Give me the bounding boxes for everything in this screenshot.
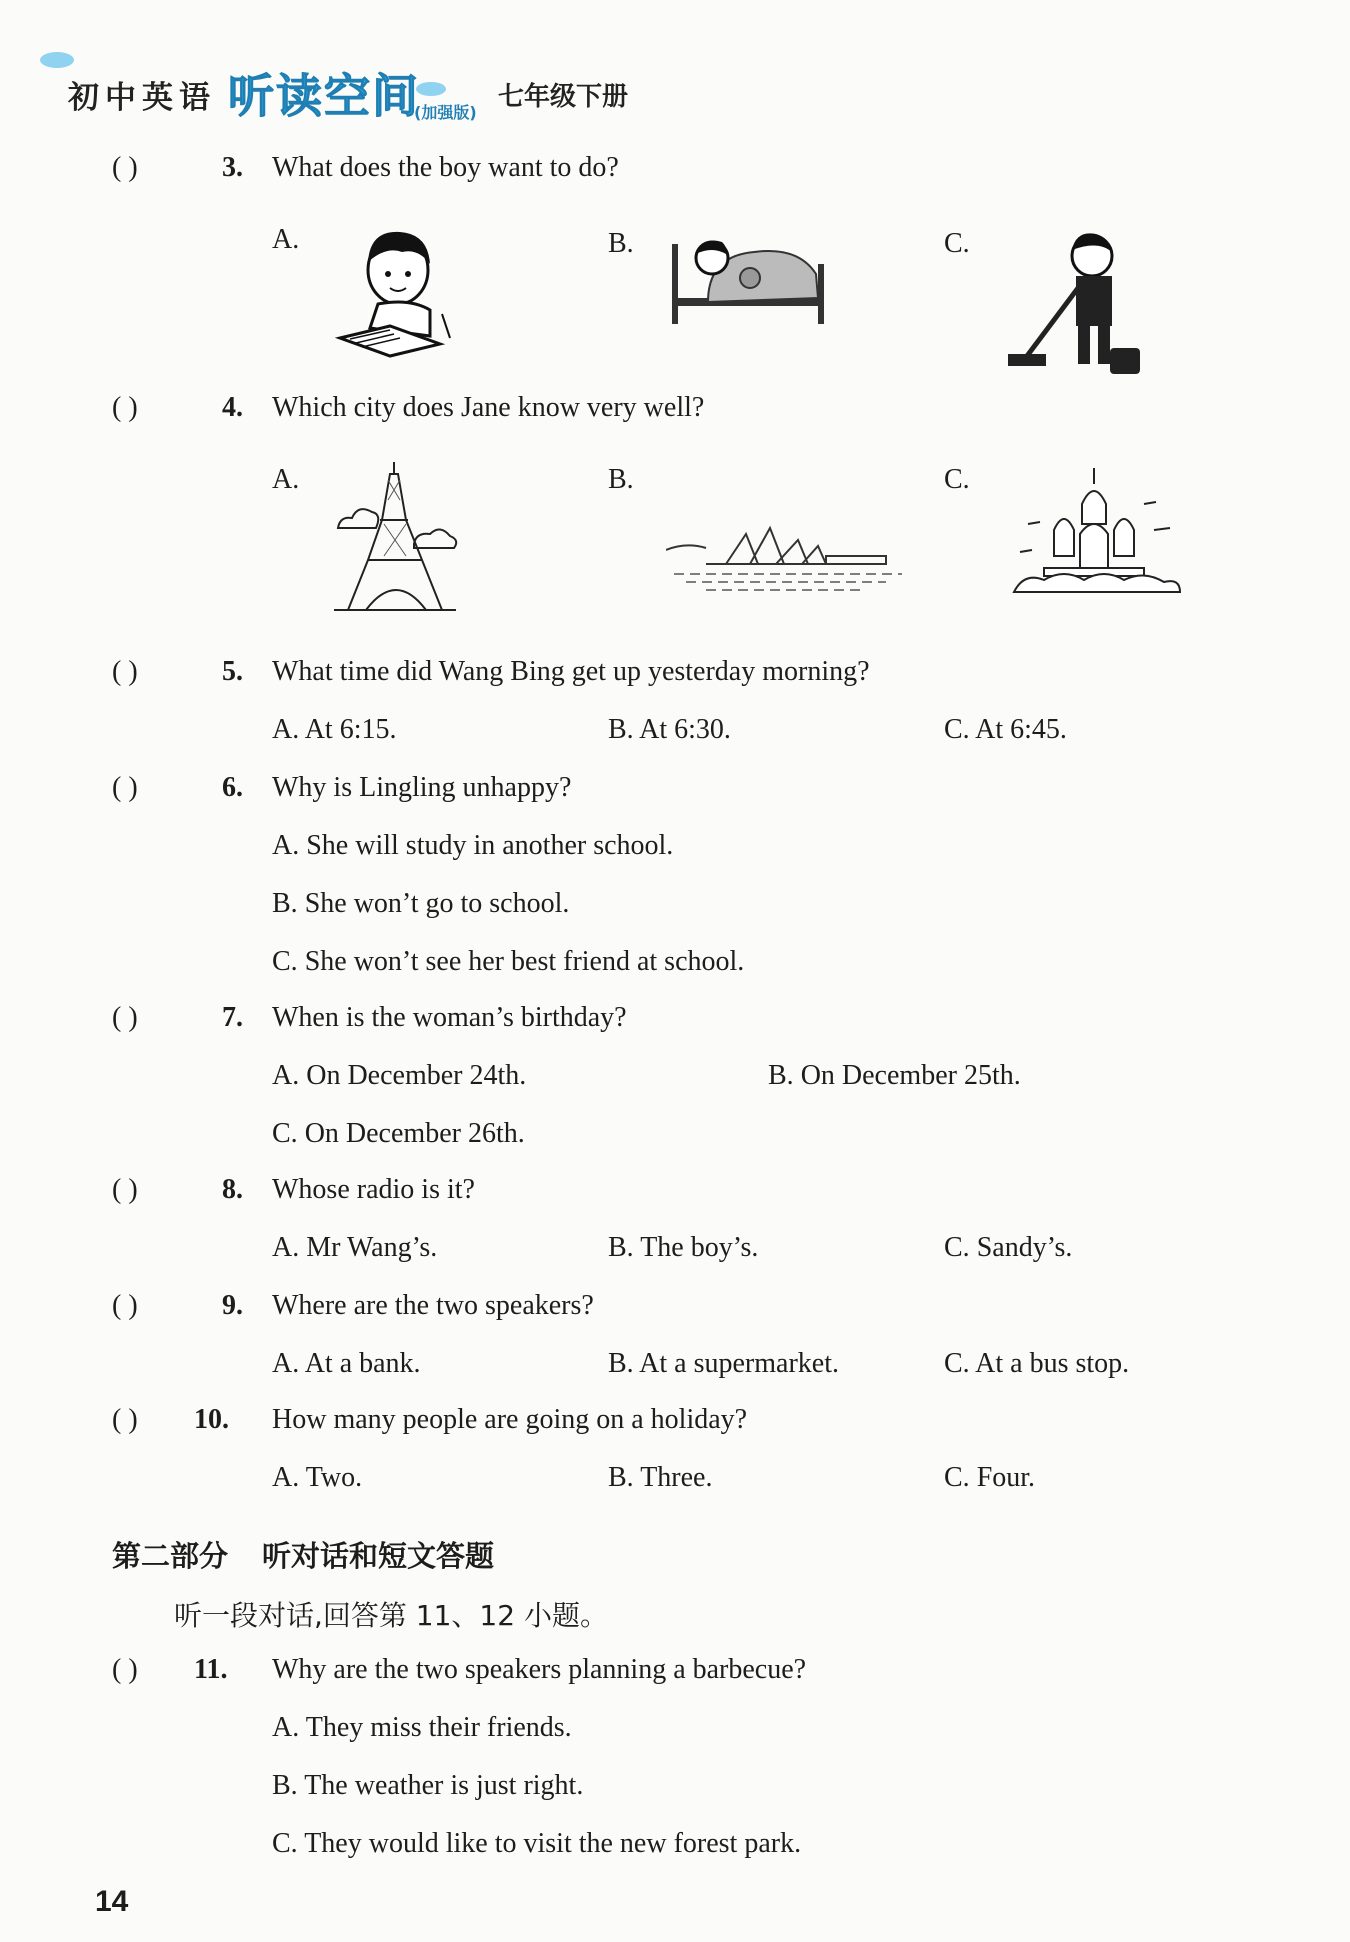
option-letter: C. <box>944 1348 970 1379</box>
option-b[interactable] <box>608 714 731 746</box>
option-text: She won’t go to school. <box>304 888 570 919</box>
option-c[interactable] <box>944 1462 1035 1494</box>
page-number: 14 <box>95 1885 129 1918</box>
answer-blank[interactable]: ( ) <box>112 1654 138 1685</box>
eiffel-tower-picture <box>330 460 460 616</box>
option-text: Three. <box>640 1462 713 1493</box>
option-text: The boy’s. <box>640 1232 759 1263</box>
option-a[interactable] <box>272 830 673 862</box>
section-part-label: 第二部分 <box>112 1539 229 1573</box>
option-c[interactable] <box>272 1828 801 1860</box>
question-number: 5. <box>222 656 243 687</box>
question-stem: Why is Lingling unhappy? <box>272 772 572 803</box>
option-letter: C. <box>272 946 298 977</box>
option-c[interactable] <box>272 1118 525 1150</box>
option-letter: B. <box>608 714 634 745</box>
answer-blank[interactable]: ( ) <box>112 152 138 183</box>
option-letter: B. <box>608 464 634 495</box>
question-number: 11. <box>194 1654 228 1685</box>
answer-blank[interactable]: ( ) <box>112 656 138 687</box>
option-letter: A. <box>272 1060 300 1091</box>
option-b[interactable] <box>608 1348 839 1380</box>
option-b[interactable] <box>768 1060 1021 1092</box>
option-letter: A. <box>272 1462 300 1493</box>
option-letter: C. <box>944 1232 970 1263</box>
section-heading <box>112 1534 494 1575</box>
answer-blank[interactable]: ( ) <box>112 1174 138 1205</box>
child-sleeping-in-bed-picture <box>668 224 828 328</box>
option-text: They miss their friends. <box>305 1712 572 1743</box>
option-text: At 6:30. <box>639 714 731 745</box>
answer-blank[interactable]: ( ) <box>112 1290 138 1321</box>
question-number: 7. <box>222 1002 243 1033</box>
saint-basils-cathedral-picture <box>1004 464 1184 598</box>
question-stem: Why are the two speakers planning a barbecue? <box>272 1654 807 1685</box>
option-letter: A. <box>272 830 300 861</box>
option-letter: C. <box>272 1828 298 1859</box>
question-number: 6. <box>222 772 243 803</box>
option-text: Mr Wang’s. <box>306 1232 438 1263</box>
option-a[interactable] <box>272 1060 526 1092</box>
option-b[interactable] <box>608 1462 712 1494</box>
question-number: 4. <box>222 392 243 423</box>
question-stem: When is the woman’s birthday? <box>272 1002 627 1033</box>
option-letter: B. <box>608 1462 634 1493</box>
option-a[interactable] <box>272 1462 362 1494</box>
option-b[interactable] <box>608 1232 758 1264</box>
option-letter: B. <box>608 1348 634 1379</box>
option-letter: C. <box>944 1462 970 1493</box>
option-letter: A. <box>272 224 300 255</box>
question-number: 10. <box>194 1404 229 1435</box>
option-a[interactable] <box>272 1348 421 1380</box>
option-text: At a supermarket. <box>639 1348 839 1379</box>
option-text: At a bank. <box>304 1348 421 1379</box>
section-instruction: 听一段对话,回答第 11、12 小题。 <box>174 1599 608 1632</box>
option-c[interactable] <box>944 714 1067 746</box>
option-letter: B. <box>608 1232 634 1263</box>
section-name: 听对话和短文答题 <box>262 1539 495 1573</box>
option-letter: C. <box>272 1118 298 1149</box>
option-text: On December 25th. <box>800 1060 1021 1091</box>
option-text: She won’t see her best friend at school. <box>304 946 745 977</box>
option-letter: C. <box>944 464 970 495</box>
option-text: On December 24th. <box>306 1060 527 1091</box>
option-letter: B. <box>272 888 298 919</box>
option-c[interactable] <box>272 946 744 978</box>
option-text: Four. <box>976 1462 1036 1493</box>
option-letter: B. <box>272 1770 298 1801</box>
option-a[interactable] <box>272 714 396 746</box>
option-text: She will study in another school. <box>306 830 674 861</box>
boy-mopping-floor-picture <box>1004 224 1144 388</box>
option-letter: B. <box>768 1060 794 1091</box>
option-text: Sandy’s. <box>976 1232 1073 1263</box>
question-stem: Which city does Jane know very well? <box>272 392 705 423</box>
edition-label: (加强版) <box>414 103 477 122</box>
boy-writing-homework-picture <box>330 218 460 358</box>
answer-blank[interactable]: ( ) <box>112 1002 138 1033</box>
grade-label: 七年级下册 <box>498 82 629 112</box>
question-number: 3. <box>222 152 243 183</box>
option-text: At 6:45. <box>975 714 1067 745</box>
option-letter: A. <box>272 464 300 495</box>
option-letter: C. <box>944 228 970 259</box>
sydney-opera-house-picture <box>666 520 910 594</box>
question-stem: Whose radio is it? <box>272 1174 475 1205</box>
option-c[interactable] <box>944 1348 1129 1380</box>
question-number: 9. <box>222 1290 243 1321</box>
question-stem: Where are the two speakers? <box>272 1290 594 1321</box>
option-text: At a bus stop. <box>975 1348 1130 1379</box>
option-b[interactable] <box>272 1770 583 1802</box>
answer-blank[interactable]: ( ) <box>112 772 138 803</box>
question-stem: What time did Wang Bing get up yesterday morning? <box>272 656 870 687</box>
question-stem: How many people are going on a holiday? <box>272 1404 748 1435</box>
option-letter: A. <box>272 714 300 745</box>
option-a[interactable] <box>272 1712 572 1744</box>
page-header <box>56 52 676 132</box>
option-letter: A. <box>272 1712 300 1743</box>
question-stem: What does the boy want to do? <box>272 152 619 183</box>
question-number: 8. <box>222 1174 243 1205</box>
answer-blank[interactable]: ( ) <box>112 392 138 423</box>
option-text: At 6:15. <box>304 714 397 745</box>
course-title: 初中英语 <box>68 80 216 116</box>
option-a[interactable] <box>272 1232 437 1264</box>
option-letter: A. <box>272 1232 300 1263</box>
option-letter: B. <box>608 228 634 259</box>
answer-blank[interactable]: ( ) <box>112 1404 138 1435</box>
option-letter: A. <box>272 1348 300 1379</box>
option-c[interactable] <box>944 1232 1072 1264</box>
series-logo: 听读空间 <box>228 69 420 123</box>
option-letter: C. <box>944 714 970 745</box>
option-text: They would like to visit the new forest park. <box>304 1828 802 1859</box>
option-text: The weather is just right. <box>304 1770 584 1801</box>
option-b[interactable] <box>272 888 569 920</box>
option-text: Two. <box>305 1462 363 1493</box>
option-text: On December 26th. <box>304 1118 525 1149</box>
